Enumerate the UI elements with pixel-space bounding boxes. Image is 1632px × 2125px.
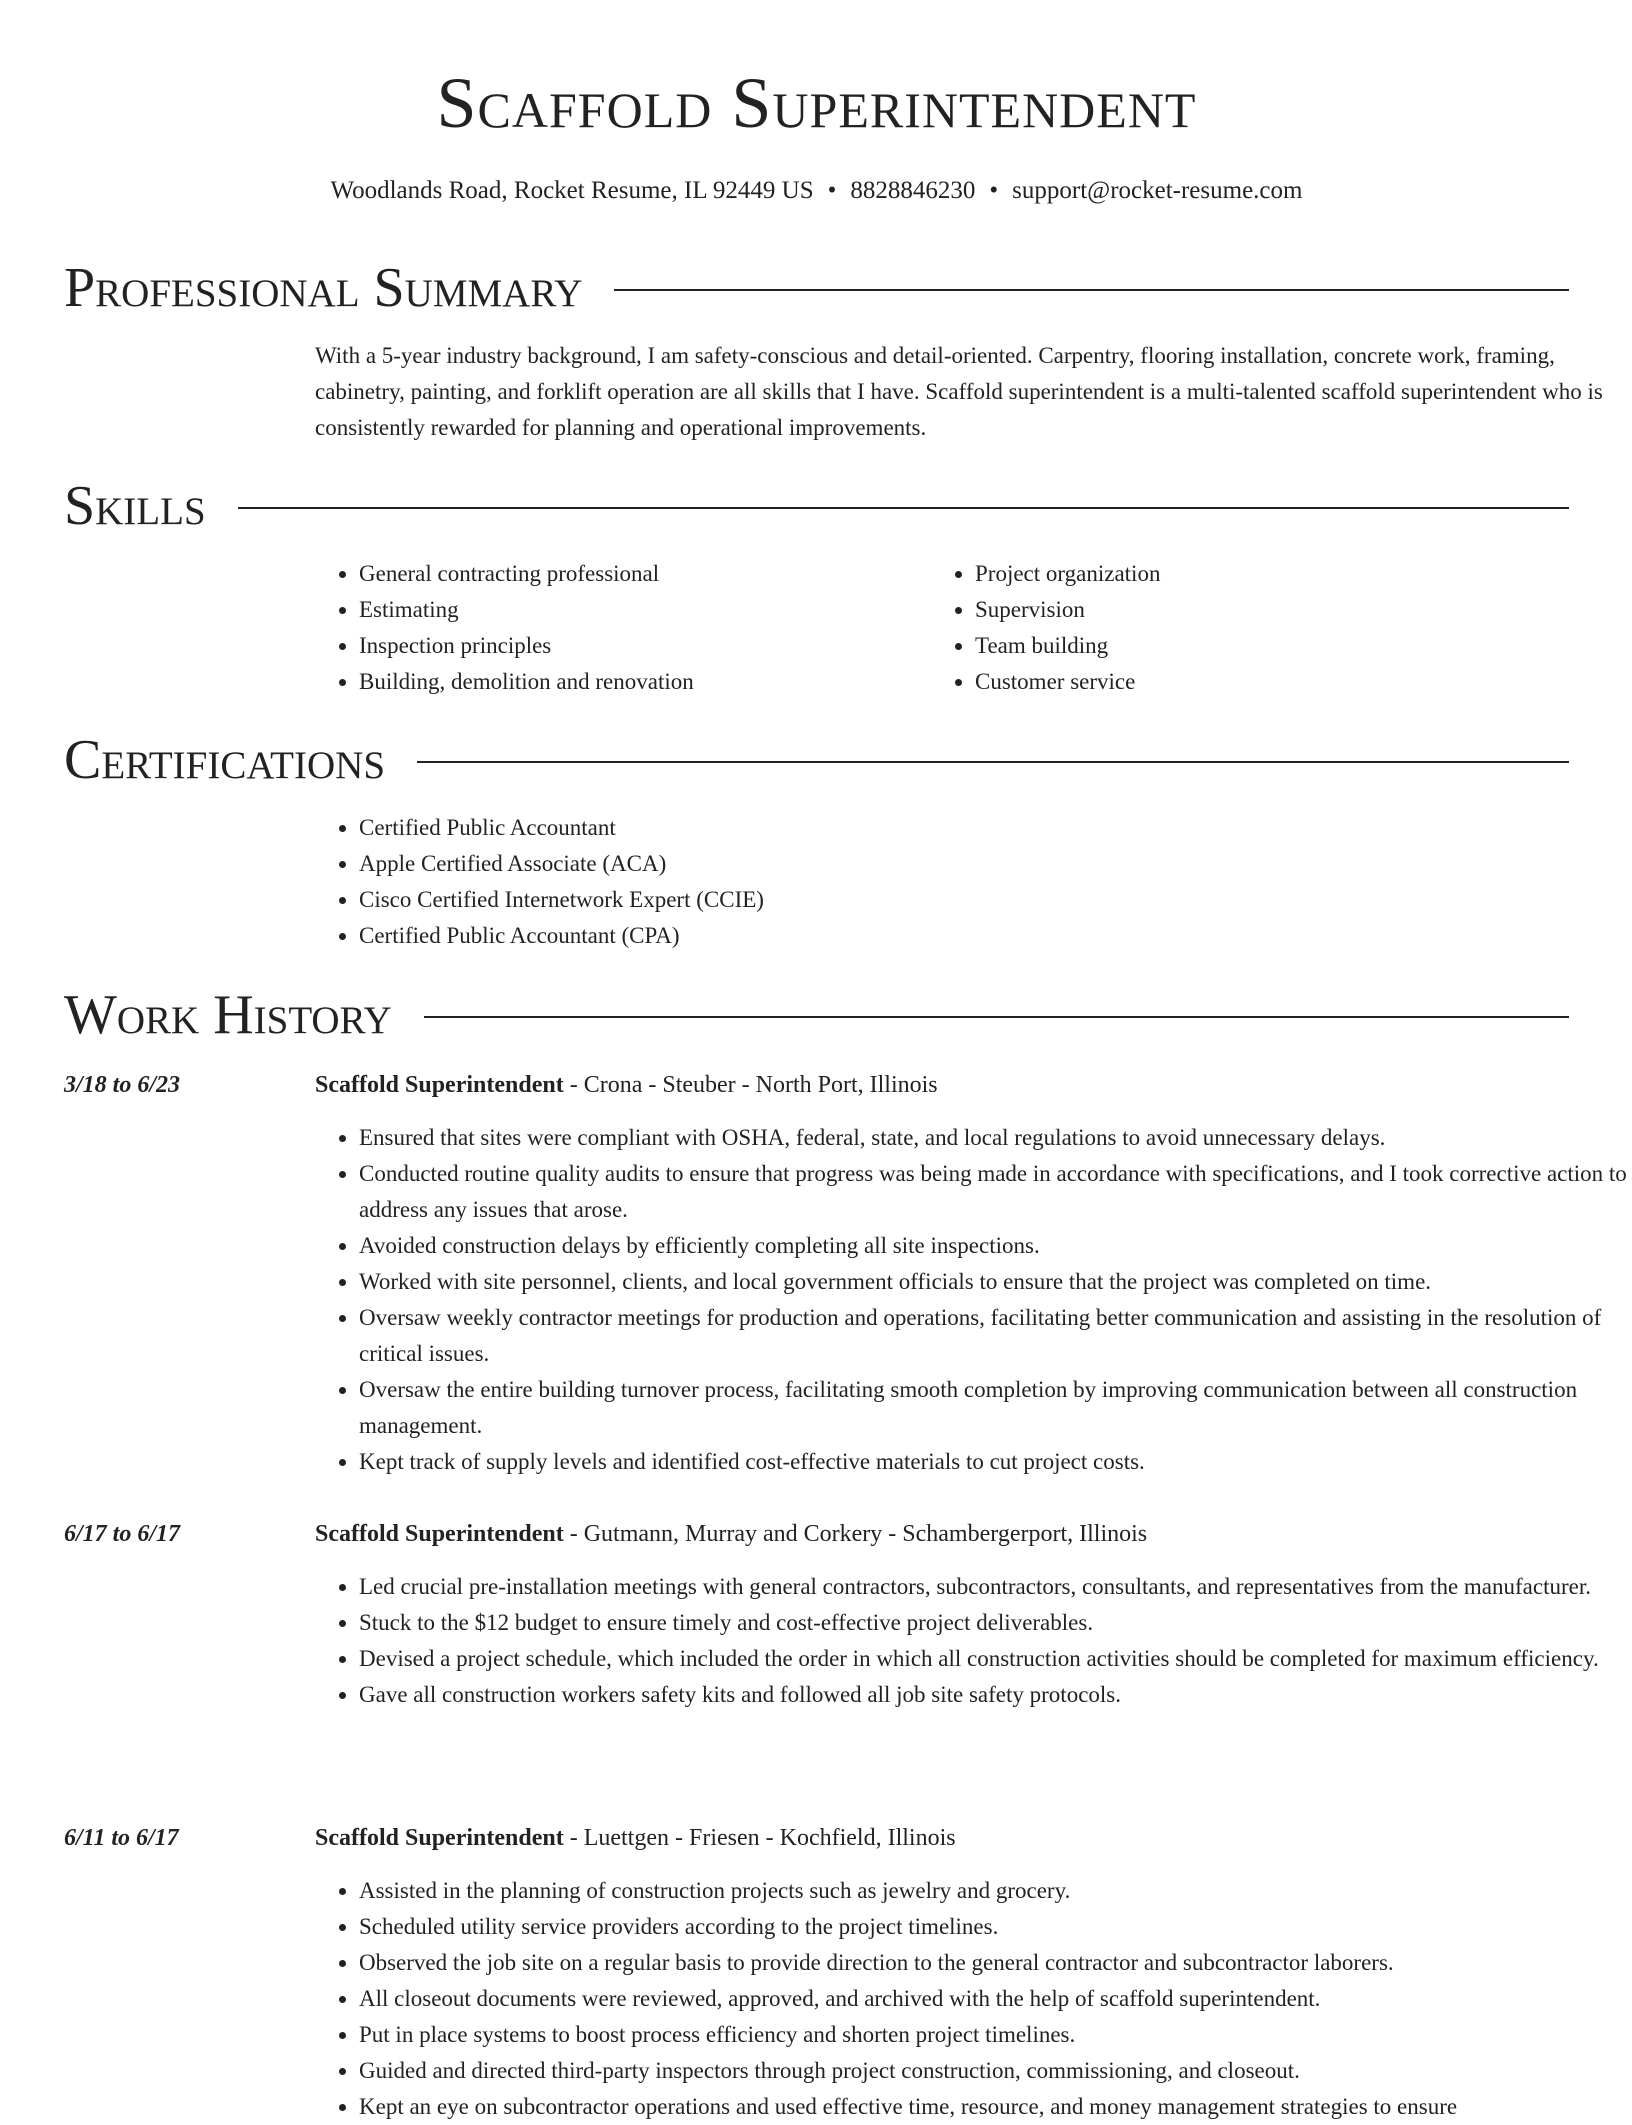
certifications-block bbox=[315, 810, 764, 954]
certification-item: • Certified Public Accountant (CPA) bbox=[359, 918, 764, 954]
skills-section-title: Skills bbox=[64, 475, 206, 537]
job-bullet-item: • Stuck to the $12 budget to ensure timely and cost-effective project deliverables. bbox=[359, 1605, 1629, 1641]
skills-section-header bbox=[64, 471, 1569, 541]
job-bullet-item: • Ensured that sites were compliant with OSHA, federal, state, and local regulations to avoid unnecessary delays. bbox=[359, 1120, 1629, 1156]
job-bullet-item: • Led crucial pre-installation meetings with general contractors, subcontractors, consultants, and representatives from the manufacturer. bbox=[359, 1569, 1629, 1605]
certifications-list bbox=[315, 810, 764, 954]
job-bullet-item: • Avoided construction delays by efficiently completing all site inspections. bbox=[359, 1228, 1629, 1264]
skills-list-left bbox=[315, 556, 915, 700]
skills-list-right bbox=[931, 556, 1531, 700]
certification-item: • Certified Public Accountant bbox=[359, 810, 764, 846]
skill-item: • General contracting professional bbox=[359, 556, 915, 592]
job-bullet-list bbox=[315, 1873, 1629, 2125]
job-dates: 6/11 to 6/17 bbox=[64, 1825, 179, 1851]
summary-section-title: Professional Summary bbox=[64, 257, 583, 319]
contact-separator: • bbox=[989, 177, 999, 204]
certification-item: • Cisco Certified Internetwork Expert (CCIE) bbox=[359, 882, 764, 918]
candidate-name: Scaffold Superintendent bbox=[436, 63, 1197, 143]
summary-section-header bbox=[64, 253, 1569, 323]
skill-item: • Team building bbox=[975, 628, 1531, 664]
section-divider bbox=[238, 507, 1569, 509]
resume-page bbox=[64, 0, 1627, 2119]
job-bullet-item: • Scheduled utility service providers according to the project timelines. bbox=[359, 1909, 1629, 1945]
job-bullet-item: • Assisted in the planning of construction projects such as jewelry and grocery. bbox=[359, 1873, 1629, 1909]
job-bullet-item: • Guided and directed third-party inspectors through project construction, commissioning, and closeout. bbox=[359, 2053, 1629, 2089]
job-bullet-item: • Oversaw the entire building turnover process, facilitating smooth completion by improving communication between all construction management. bbox=[359, 1372, 1629, 1444]
job-bullet-item: • Kept an eye on subcontractor operations and used effective time, resource, and money management strategies to ensure bbox=[359, 2089, 1629, 2125]
job-heading bbox=[315, 1517, 1147, 1551]
job-bullet-item: • Conducted routine quality audits to ensure that progress was being made in accordance with specifications, and I took corrective action to address any issues that arose. bbox=[359, 1156, 1629, 1228]
certifications-section-title: Certifications bbox=[64, 729, 386, 791]
job-bullet-item: • Worked with site personnel, clients, and local government officials to ensure that the project was completed on time. bbox=[359, 1264, 1629, 1300]
job-details: - Gutmann, Murray and Corkery - Schambergerport, Illinois bbox=[563, 1521, 1148, 1547]
job-title: Scaffold Superintendent bbox=[315, 1521, 564, 1547]
job-bullet-item: • Kept track of supply levels and identified cost-effective materials to cut project costs. bbox=[359, 1444, 1629, 1480]
section-divider bbox=[424, 1016, 1569, 1018]
contact-email: support@rocket-resume.com bbox=[1012, 177, 1303, 204]
skills-left-column bbox=[315, 556, 915, 700]
job-bullet-list bbox=[315, 1569, 1629, 1713]
section-divider bbox=[614, 289, 1569, 291]
certification-item: • Apple Certified Associate (ACA) bbox=[359, 846, 764, 882]
job-bullet-item: • Oversaw weekly contractor meetings for production and operations, facilitating better communication and assisting in the resolution of critical issues. bbox=[359, 1300, 1629, 1372]
job-heading bbox=[315, 1821, 956, 1855]
skill-item: • Inspection principles bbox=[359, 628, 915, 664]
contact-line bbox=[64, 174, 1569, 208]
job-bullet-list bbox=[315, 1120, 1629, 1480]
skill-item: • Customer service bbox=[975, 664, 1531, 700]
job-bullet-item: • Observed the job site on a regular basis to provide direction to the general contractor and subcontractor laborers. bbox=[359, 1945, 1629, 1981]
skill-item: • Supervision bbox=[975, 592, 1531, 628]
job-bullet-item: • Gave all construction workers safety kits and followed all job site safety protocols. bbox=[359, 1677, 1629, 1713]
job-details: - Crona - Steuber - North Port, Illinois bbox=[563, 1072, 938, 1098]
job-heading bbox=[315, 1068, 938, 1102]
skill-item: • Project organization bbox=[975, 556, 1531, 592]
job-bullet-item: • Devised a project schedule, which included the order in which all construction activities should be completed for maximum efficiency. bbox=[359, 1641, 1629, 1677]
skills-right-column bbox=[931, 556, 1531, 700]
work-section-header bbox=[64, 980, 1569, 1050]
contact-separator: • bbox=[827, 177, 837, 204]
job-details: - Luettgen - Friesen - Kochfield, Illinois bbox=[563, 1825, 956, 1851]
certifications-section-header bbox=[64, 725, 1569, 795]
job-bullet-item: • All closeout documents were reviewed, approved, and archived with the help of scaffold superintendent. bbox=[359, 1981, 1629, 2017]
section-divider bbox=[417, 761, 1569, 763]
job-dates: 3/18 to 6/23 bbox=[64, 1072, 181, 1098]
job-title: Scaffold Superintendent bbox=[315, 1072, 564, 1098]
skill-item: • Estimating bbox=[359, 592, 915, 628]
work-section-title: Work History bbox=[64, 984, 392, 1046]
summary-text: With a 5-year industry background, I am safety-conscious and detail-oriented. Carpentry, flooring installation, concrete work, framing, cabinetry, painting, and forklift operation are all skills that I have. Scaffold superintendent is a multi-talented scaffold superintendent who is consistently rewarded for planning and operational improvements. bbox=[315, 343, 1603, 440]
contact-phone: 8828846230 bbox=[850, 177, 976, 204]
job-title: Scaffold Superintendent bbox=[315, 1825, 564, 1851]
job-bullet-item: • Put in place systems to boost process efficiency and shorten project timelines. bbox=[359, 2017, 1629, 2053]
skill-item: • Building, demolition and renovation bbox=[359, 664, 915, 700]
contact-address: Woodlands Road, Rocket Resume, IL 92449 US bbox=[330, 177, 814, 204]
job-dates: 6/17 to 6/17 bbox=[64, 1521, 181, 1547]
